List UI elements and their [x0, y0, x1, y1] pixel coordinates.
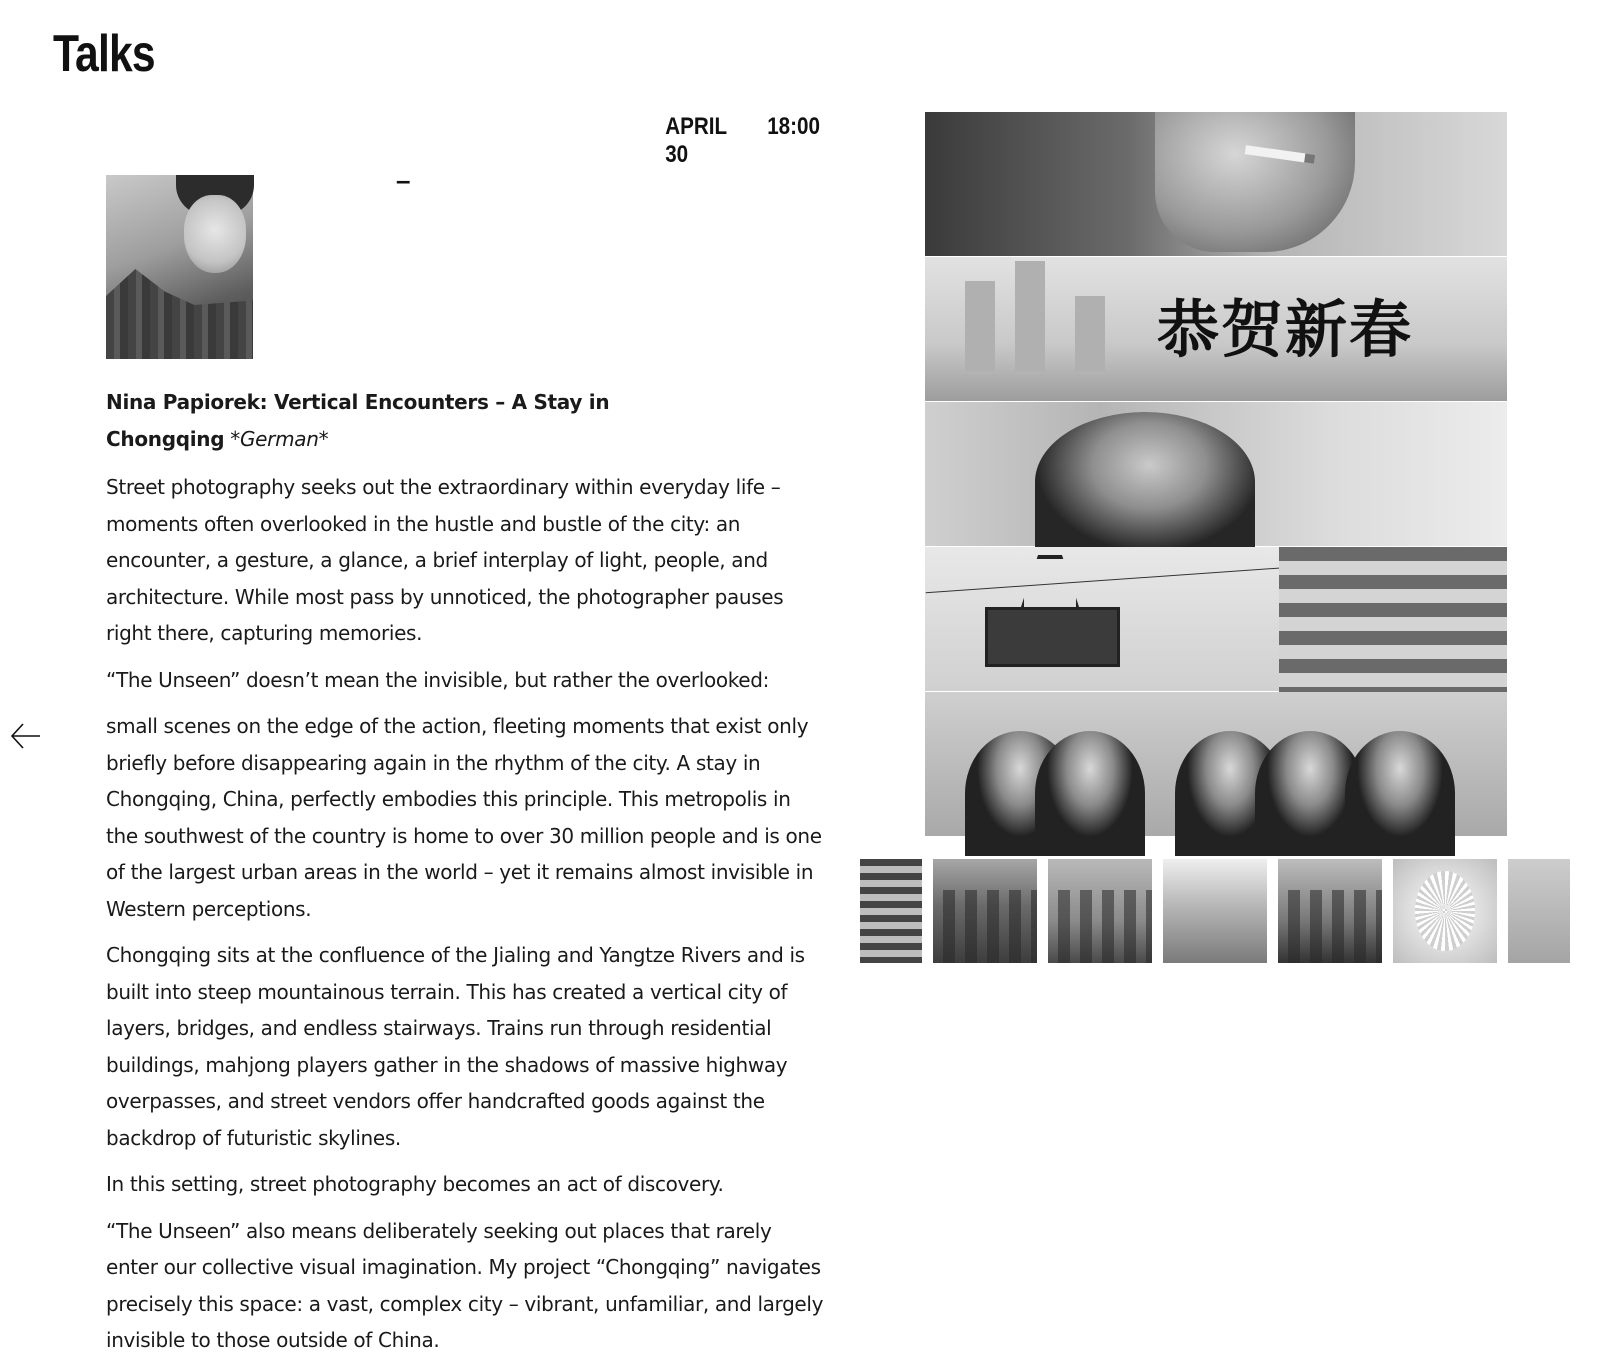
event-date: APRIL 30	[665, 113, 727, 168]
paragraph: In this setting, street photography becomes an act of discovery.	[106, 1172, 724, 1196]
person-shape	[1345, 731, 1455, 856]
skyline-shape	[933, 890, 1037, 963]
hero-image-collage[interactable]	[925, 112, 1507, 837]
man-shape	[1035, 412, 1255, 552]
thumb-collage[interactable]	[1163, 859, 1267, 963]
thumb-highrise[interactable]	[1278, 859, 1382, 963]
apartment-block-shape	[1279, 547, 1507, 692]
collage-strip-sign	[925, 257, 1507, 402]
skyline-shape	[1048, 890, 1152, 963]
cable-car-shape	[985, 607, 1120, 667]
speaker-portrait	[106, 175, 253, 359]
building-shape	[1015, 261, 1045, 371]
talk-title: Nina Papiorek: Vertical Encounters – A Stay in Chongqing	[106, 390, 610, 451]
collage-strip-cable-car	[925, 547, 1507, 692]
fan-shape	[1415, 871, 1475, 951]
talk-language: *German*	[230, 426, 329, 451]
collage-strip-laughing-men	[925, 692, 1507, 837]
hand-shape	[1155, 112, 1355, 252]
chinese-sign-text: 恭贺新春	[1157, 293, 1414, 366]
person-shape	[1035, 731, 1145, 856]
thumb-haze[interactable]	[1508, 859, 1570, 963]
paragraph: Street photography seeks out the extraordinary within everyday life – moments often overlooked in the hustle and bustle of the city: an encounter, a gesture, a glance, a brief interplay of light, people, and architecture. While most pass by unnoticed, the photographer pauses right there, capturing memories.	[106, 475, 784, 645]
thumb-fan-structure[interactable]	[1393, 859, 1497, 963]
collage-strip-old-man	[925, 402, 1507, 547]
portrait-city-overlay	[106, 269, 253, 359]
paragraph: “The Unseen” doesn’t mean the invisible, but rather the overlooked:	[106, 667, 769, 692]
page-title: Talks	[53, 25, 155, 83]
event-time: 18:00	[767, 113, 820, 140]
paragraph: “The Unseen” also means deliberately seeking out places that rarely enter our collective visual imagination. My project “Chongqing” navigates precisely this space: a vast, complex city – vibrant, unfamiliar, and largely invisible to those outside of China.	[106, 1218, 824, 1352]
building-shape	[965, 281, 995, 371]
skyline-shape	[1278, 890, 1382, 963]
portrait-face	[184, 195, 246, 273]
thumb-skyline[interactable]	[933, 859, 1037, 963]
arrow-left-icon[interactable]	[10, 722, 42, 750]
cable-car-hanger	[1020, 555, 1080, 610]
thumbnail-strip	[860, 859, 1600, 965]
paragraph: Chongqing sits at the confluence of the Jialing and Yangtze Rivers and is built into steep mountainous terrain. This has created a vertical city of layers, bridges, and endless stairways. Trains run through residential buildings, mahjong players gather in the shadows of massive highway overpasses, and street vendors offer handcrafted goods against the backdrop of futuristic skylines.	[106, 943, 805, 1150]
paragraph: small scenes on the edge of the action, fleeting moments that exist only briefly before disappearing again in the rhythm of the city. A stay in Chongqing, China, perfectly embodies this principle. This metropolis in the southwest of the country is home to over 30 million people and is one of the largest urban areas in the world – yet it remains almost invisible in Western perceptions.	[106, 714, 822, 921]
collage-strip-hand-cigarette	[925, 112, 1507, 257]
talk-headline	[106, 384, 826, 457]
event-datetime	[665, 113, 820, 169]
building-shape	[1075, 296, 1105, 371]
thumb-tower-block[interactable]	[860, 859, 922, 963]
talk-description	[106, 384, 826, 1369]
thumb-foggy-towers[interactable]	[1048, 859, 1152, 963]
separator-dash: –	[396, 165, 411, 195]
